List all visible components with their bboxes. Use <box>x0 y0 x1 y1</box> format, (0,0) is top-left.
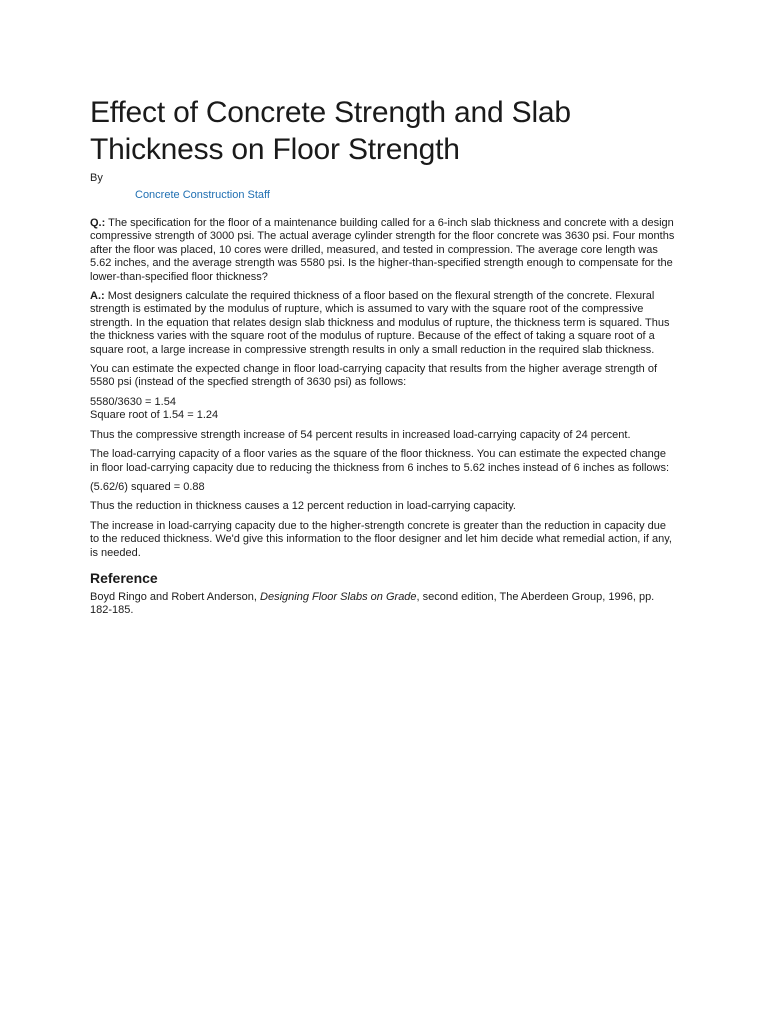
article-body <box>90 217 676 618</box>
square-root-line: Square root of 1.54 = 1.24 <box>90 409 219 422</box>
conclusion-paragraph: The increase in load-carrying capacity due to the higher-strength concrete is greater than the reduction in capacity due to the reduced thickness. We'd give this information to the floor designer and let him decide what remedial action, if any, is needed. <box>90 519 672 559</box>
reference-authors: Boyd Ringo and Robert Anderson, <box>90 590 261 603</box>
reference-heading: Reference <box>90 569 158 586</box>
answer-paragraph <box>90 290 676 357</box>
answer-text: Most designers calculate the required thickness of a floor based on the flexural strength of the concrete. Flexural strength is estimated by the modulus of rupture, which is assumed to vary with the square root of the compressive strength. In the equation that relates design slab thickness and modulus of rupture, the thickness term is squared. Thus the thickness varies with the square root of the modulus of rupture. Because of the effect of taking a square root of a square root, a large increase in compressive strength results in only a small reduction in the required slab thickness. <box>90 290 670 356</box>
answer-label: A.: <box>90 290 105 303</box>
author-link[interactable]: Concrete Construction Staff <box>135 189 270 201</box>
byline-label: By <box>90 172 103 184</box>
reference-details: , second edition, The Aberdeen Group, 1996, pp. 182-185. <box>90 590 655 617</box>
reference-book-title: Designing Floor Slabs on Grade <box>260 590 417 603</box>
thickness-result-paragraph: Thus the reduction in thickness causes a 12 percent reduction in load-carrying capacity. <box>90 500 516 513</box>
strength-result-paragraph: Thus the compressive strength increase of 54 percent results in increased load-carrying capacity of 24 percent. <box>90 428 631 441</box>
question-label: Q.: <box>90 217 106 229</box>
question-text: The specification for the floor of a maintenance building called for a 6-inch slab thickness and concrete with a design compressive strength of 3000 psi. The actual average cylinder strength for the floor concrete was 3630 psi. Four months after the floor was placed, 10 cores were drilled, measured, and tested in compression. The average core length was 5.62 inches, and the average strength was 5580 psi. Is the higher-than-specified strength enough to compensate for the lower-than-specified floor thickness? <box>90 217 675 283</box>
article-title: Effect of Concrete Strength and Slab Thickness on Floor Strength <box>90 96 571 166</box>
question-paragraph <box>90 217 676 284</box>
estimate-intro-paragraph: You can estimate the expected change in floor load-carrying capacity that results from the higher average strength of 5580 psi (instead of the specfied strength of 3630 psi) as follows: <box>90 363 658 389</box>
thickness-calculation <box>90 481 676 494</box>
thickness-intro-paragraph: The load-carrying capacity of a floor varies as the square of the floor thickness. You can estimate the expected change in floor load-carrying capacity due to reducing the thickness from 6 inches to 5.62 inches instead of 6 inches as follows: <box>90 448 670 474</box>
thickness-squared-line: (5.62/6) squared = 0.88 <box>90 480 205 493</box>
reference-citation <box>90 591 676 618</box>
strength-calculation <box>90 396 676 423</box>
article-content <box>90 94 676 624</box>
strength-ratio-line: 5580/3630 = 1.54 <box>90 395 176 408</box>
